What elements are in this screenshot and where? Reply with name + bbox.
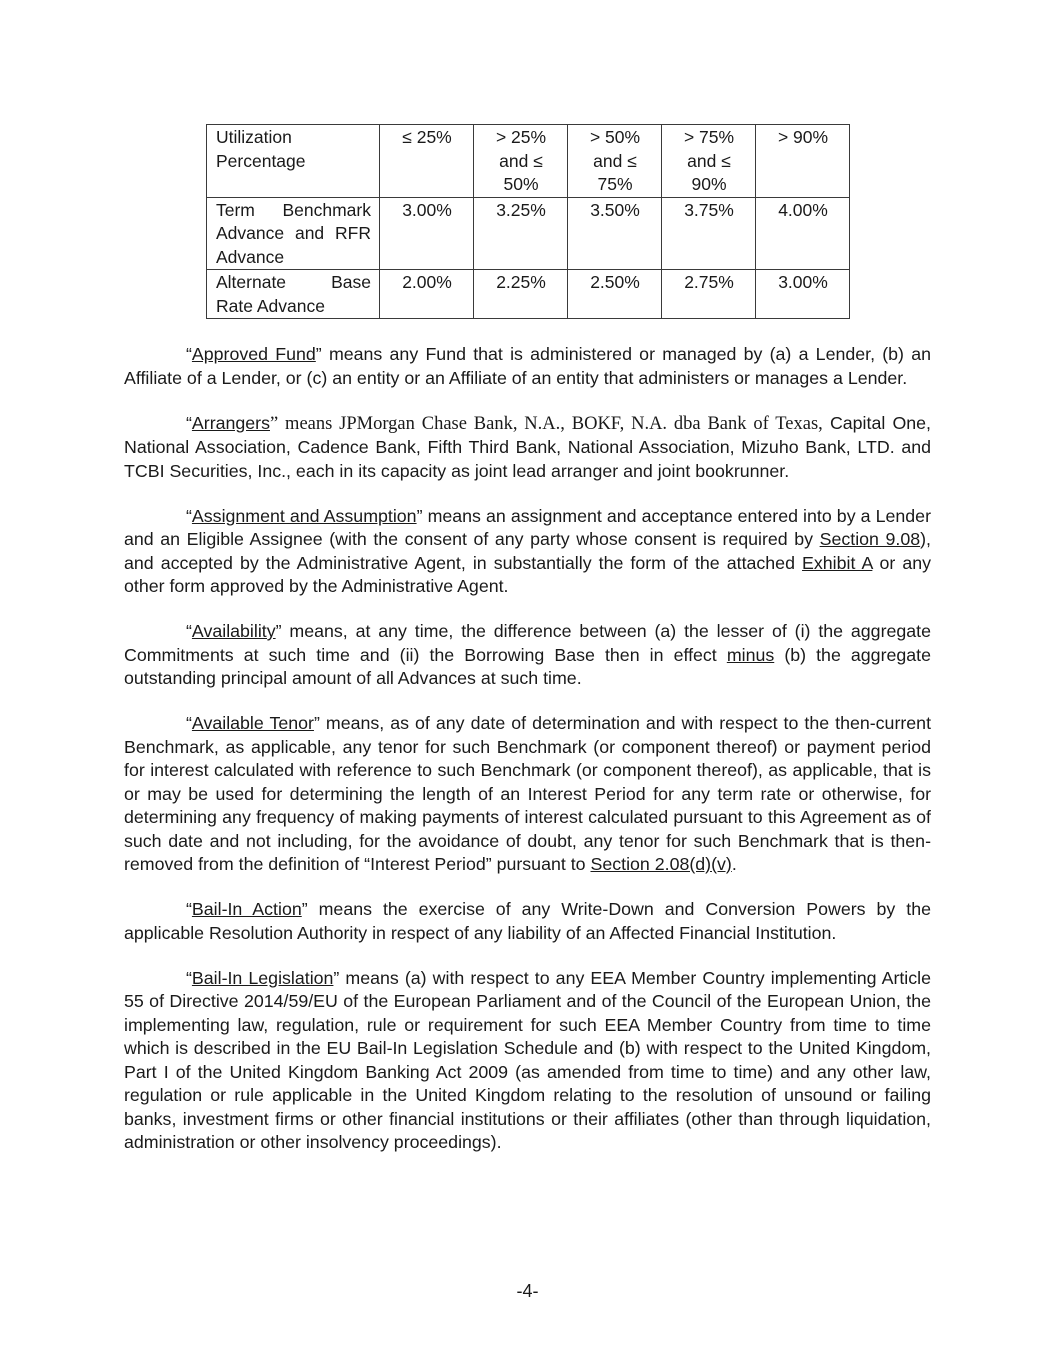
table-cell: 3.50%: [568, 197, 662, 270]
table-cell: 3.00%: [380, 197, 474, 270]
table-cell: > 75% and ≤ 90%: [662, 125, 756, 198]
definition-text: ” means (a) with respect to any EEA Member Country implementing Article 55 of Directive 2014/59/EU of the European Parliament and of the Council of the European Union, the implementing law, regulation, rule or requirement for such EEA Member Country from time to time which is described in the EU Bail-In Legislation Schedule and (b) with respect to the United Kingdom, Part I of the United Kingdom Banking Act 2009 (as amended from time to time) and any other law, regulation or rule applicable in the United Kingdom relating to the resolution of unsound or failing banks, investment firms or other financial institutions or their affiliates (other than through liquidation, administration or other insolvency proceedings).: [124, 967, 931, 1152]
table-cell: > 90%: [756, 125, 850, 198]
definition-text: ” means any Fund that is administered or managed by (a) a Lender, (b) an Affiliate of a Lender, or (c) an entity or an Affiliate of an entity that administers or manages a Lender.: [124, 344, 931, 388]
definition-text: ” means JPMorgan Chase Bank, N.A., BOKF, N.A. dba Bank of Texas,: [270, 413, 823, 434]
table-cell: 3.00%: [756, 270, 850, 319]
open-quote: “: [186, 621, 192, 641]
section-reference: Section 9.08: [819, 529, 921, 549]
open-quote: “: [186, 899, 192, 919]
table-cell: Term Benchmark Advance and RFR Advance: [207, 197, 380, 270]
definition-arrangers: [124, 412, 931, 484]
page-number: -4-: [516, 1281, 539, 1301]
table-cell: 3.75%: [662, 197, 756, 270]
exhibit-reference: Exhibit A: [802, 552, 873, 573]
table-cell: 2.00%: [380, 270, 474, 319]
section-reference: Section 2.08(d)(v): [590, 854, 732, 874]
table-row: [207, 197, 850, 270]
defined-term: Arrangers: [191, 412, 270, 433]
table-cell: > 50% and ≤ 75%: [568, 125, 662, 198]
defined-term: Assignment and Assumption: [191, 505, 417, 526]
definition-text: .: [731, 854, 737, 874]
definition-approved-fund: [124, 343, 931, 390]
definition-available-tenor: [124, 712, 931, 877]
table-cell: Alternate Base Rate Advance: [207, 270, 380, 319]
table-header-row: [207, 125, 850, 198]
table-cell: 4.00%: [756, 197, 850, 270]
open-quote: “: [186, 412, 192, 433]
definition-text: ), and accepted by the Administrative Agent, in substantially the form of the attached: [124, 529, 931, 573]
defined-term: Approved Fund: [191, 344, 316, 364]
open-quote: “: [186, 505, 192, 526]
definition-availability: [124, 620, 931, 691]
definition-bail-in-action: [124, 898, 931, 945]
emphasis-minus: minus: [726, 644, 775, 665]
open-quote: “: [186, 713, 192, 733]
table-cell: Utilization Percentage: [207, 125, 380, 198]
table-row: [207, 270, 850, 319]
definition-text: ” means an assignment and acceptance entered into by a Lender and an Eligible Assignee (with the consent of any party whose consent is required by: [124, 505, 931, 549]
table-cell: 3.25%: [474, 197, 568, 270]
table-cell: > 25% and ≤ 50%: [474, 125, 568, 198]
definition-text: (b) the aggregate outstanding principal amount of all Advances at such time.: [124, 644, 931, 688]
table-cell: ≤ 25%: [380, 125, 474, 198]
definition-text: ” means the exercise of any Write-Down and Conversion Powers by the applicable Resolution Authority in respect of any liability of an Affected Financial Institution.: [124, 899, 931, 943]
definition-text: ” means, as of any date of determination and with respect to the then-current Benchmark, as applicable, any tenor for such Benchmark (or component thereof) or payment period for interest calculated with reference to such Benchmark (or component thereof), as applicable, that is or may be used for determining the length of an Interest Period for any term rate or otherwise, for determining any frequency of making payments of interest calculated pursuant to this Agreement as of such date and not including, for the avoidance of doubt, any tenor for such Benchmark that is then-removed from the definition of “Interest Period” pursuant to: [124, 713, 932, 874]
defined-term: Availability: [191, 621, 276, 641]
table-cell: 2.75%: [662, 270, 756, 319]
definitions-section: [124, 343, 931, 1176]
open-quote: “: [186, 967, 192, 988]
table-cell: 2.25%: [474, 270, 568, 319]
defined-term: Bail-In Legislation: [191, 967, 334, 988]
definition-assignment-and-assumption: [124, 505, 931, 599]
definition-text: or any other form approved by the Administrative Agent.: [124, 552, 931, 596]
definition-text: ” means, at any time, the difference between (a) the lesser of (i) the aggregate Commitments at such time and (ii) the Borrowing Base then in effect: [124, 621, 931, 665]
defined-term: Available Tenor: [191, 713, 314, 733]
open-quote: “: [186, 344, 192, 364]
utilization-table: [206, 124, 850, 319]
defined-term: Bail-In Action: [191, 899, 302, 919]
definition-text: Capital One, National Association, Cadence Bank, Fifth Third Bank, National Association, Mizuho Bank, LTD. and TCBI Securities, Inc., each in its capacity as joint lead arranger and joint bookrunner.: [124, 412, 931, 481]
definition-bail-in-legislation: [124, 967, 931, 1155]
table-cell: 2.50%: [568, 270, 662, 319]
